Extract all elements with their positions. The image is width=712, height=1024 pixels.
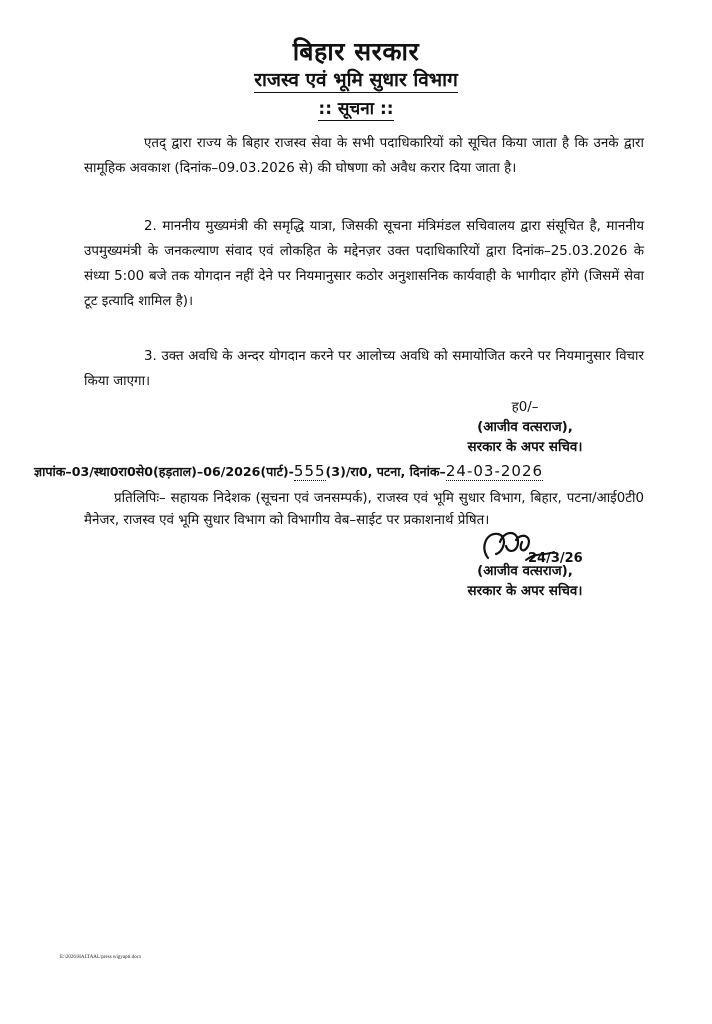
memo-line (34, 462, 710, 480)
paragraph-1: एतद् द्वारा राज्य के बिहार राजस्व सेवा के सभी पदाधिकारियों को सूचित किया जाता है कि उनके द्वारा सामूहिक अवकाश (दिनांक–09.03.2026 से) की घोषणा को अवैध करार दिया जाता है। (84, 136, 644, 176)
department-heading: राजस्व एवं भूमि सुधार विभाग (254, 69, 458, 91)
signatory-designation-2: सरकार के अपर सचिव। (467, 584, 583, 599)
signature-block-1 (420, 398, 630, 458)
signatory-name: (आजीव वत्सराज), (477, 420, 573, 435)
signatory-designation: सरकार के अपर सचिव। (467, 440, 583, 455)
government-heading: बिहार सरकार (292, 37, 420, 66)
department-heading-wrap (0, 66, 712, 92)
memo-number-handwritten: 555 (293, 462, 326, 480)
memo-suffix: (3)/रा0, पटना, दिनांक– (325, 464, 446, 479)
notice-title: :: सूचना :: (318, 99, 394, 119)
signed-mark: ह0/– (511, 400, 539, 415)
memo-prefix: ज्ञापांक–03/स्था0रा0से0(हड़ताल)–06/2026(पार्ट)- (34, 464, 294, 479)
paragraph-2: 2. माननीय मुख्यमंत्री की समृद्धि यात्रा, जिसकी सूचना मंत्रिमंडल सचिवालय द्वारा संसूचित है, माननीय उपमुख्यमंत्री के जनकल्याण संवाद एवं लोकहित के मद्देनज़र उक्त पदाधिकारियों द्वारा दिनांक–25.03.2026 के संध्या 5:00 बजे तक योगदान नहीं देने पर नियमानुसार कठोर अनुशासनिक कार्यवाही के भागीदार होंगे (जिसमें सेवा टूट इत्यादि शामिल है)। (84, 219, 644, 309)
signature-block-2 (420, 562, 630, 602)
signatory-name-2: (आजीव वत्सराज), (477, 564, 573, 579)
file-path-footer: E:\2026\HALTAAL\press wigyapti.docx (60, 955, 142, 960)
notice-title-wrap (0, 96, 712, 119)
signature-date-text: 24/3/26 (528, 551, 583, 566)
paragraph-3: 3. उक्त अवधि के अन्दर योगदान करने पर आलोच्य अवधि को समायोजित करने पर नियमानुसार विचार किया जाएगा। (84, 349, 644, 389)
memo-date-handwritten: 24-03-2026 (445, 462, 544, 480)
copy-to-paragraph: प्रतिलिपिः– सहायक निदेशक (सूचना एवं जनसम्पर्क), राजस्व एवं भूमि सुधार विभाग, बिहार, पटना/आई0टी0 मैनेजर, राजस्व एवं भूमि सुधार विभाग को विभागीय वेब–साईट पर प्रकाशनार्थ प्रेषित। (84, 491, 644, 528)
